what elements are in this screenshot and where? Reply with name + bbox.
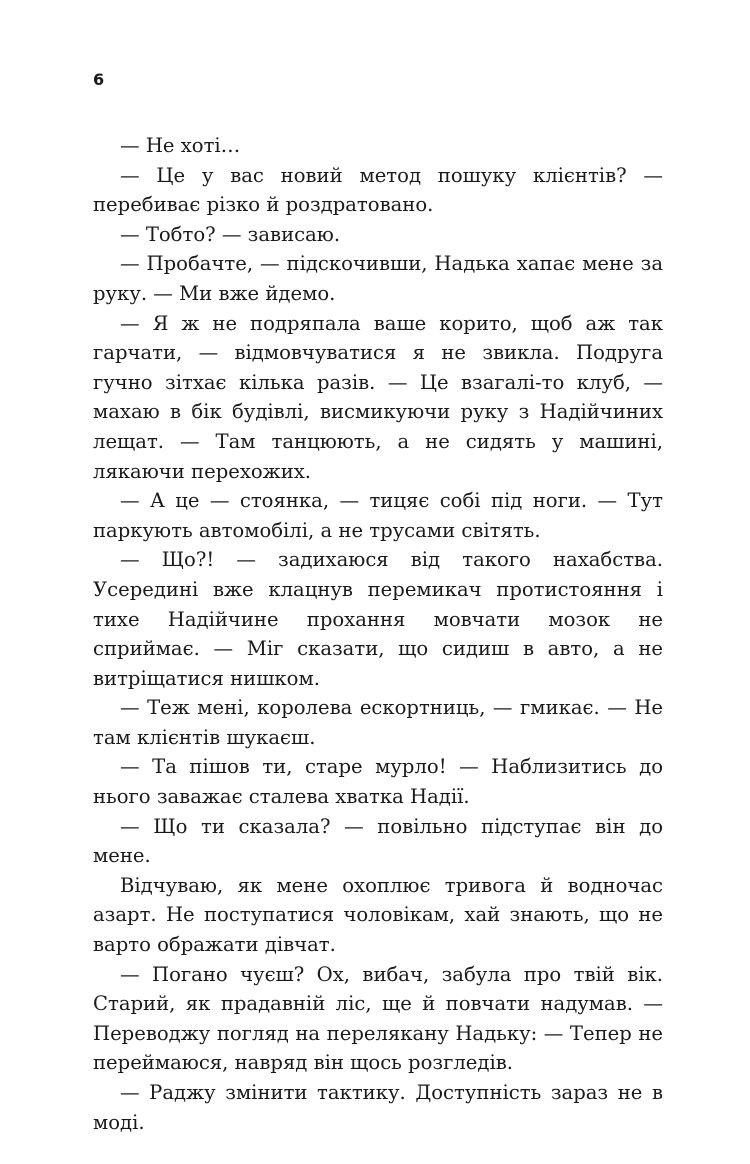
paragraph-3: — Тобто? — зависаю. [120,222,341,246]
body-text [93,131,663,1137]
paragraph-2: — Це у вас новий метод пошуку клієнтів? — перебиває різко й роздратовано. [93,163,663,217]
paragraph-11: Відчуваю, як мене охоплює тривога й водночас азарт. Не поступатися чоловікам, хай знають, що не варто ображати дівчат. [93,873,663,957]
page-number: 6 [93,70,105,89]
paragraph-5: — Я ж не подряпала ваше корито, щоб аж так гарчати, — відмовчуватися я не звикла. Подруга гучно зітхає кілька разів. — Це взагалі-то клуб, — махаю в бік будівлі, висмикуючи руку з Надійчиних лещат. — Там танцюють, а не сидять у машині, лякаючи перехожих. [93,311,663,483]
paragraph-7: — Що?! — задихаюся від такого нахабства. Усередині вже клацнув перемикач протистояння і тихе Надійчине прохання мовчати мозок не сприймає. — Міг сказати, що сидиш в авто, а не витріщатися нишком. [93,548,663,690]
paragraph-13: — Раджу змінити тактику. Доступність зараз не в моді. [93,1081,663,1134]
paragraph-1: — Не хоті… [120,134,241,157]
paragraph-6: — А це — стоянка, — тицяє собі під ноги. — Тут паркують автомобілі, а не трусами світять. [93,489,663,542]
paragraph-8: — Теж мені, королева ескортниць, — гмикає. — Не там клієнтів шукаєш. [93,696,663,749]
paragraph-10: — Що ти сказала? — повільно підступає він до мене. [93,814,663,868]
paragraph-12: — Погано чуєш? Ох, вибач, забула про твій вік. Старий, як прадавній ліс, ще й повчати надумав. — Переводжу погляд на перелякану Надьку: — Тепер не переймаюся, навряд він щось розгледів. [93,962,663,1075]
paragraph-9: — Та пішов ти, старе мурло! — Наблизитись до нього заважає сталева хватка Надії. [93,755,663,809]
paragraph-4: — Пробачте, — підскочивши, Надька хапає мене за руку. — Ми вже йдемо. [93,252,663,305]
